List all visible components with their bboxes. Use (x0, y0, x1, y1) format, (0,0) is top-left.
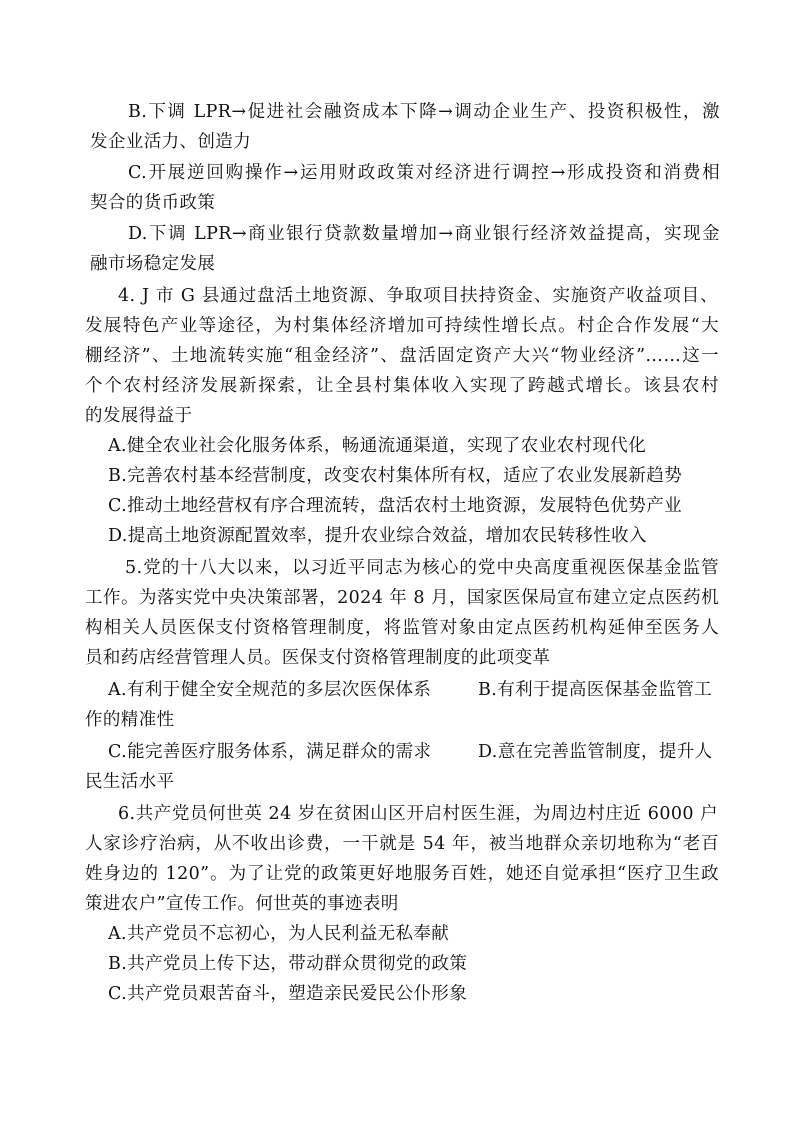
q3-option-b-line1: B.下调 LPR→促进社会融资成本下降→调动企业生产、投资积极性，激 (128, 102, 720, 122)
q5-stem-line4: 员和药店经营管理人员。医保支付资格管理制度的此项变革 (85, 648, 551, 668)
q4-stem-line1: 4. J 市 G 县通过盘活土地资源、争取项目扶持资金、实施资产收益项目、 (118, 286, 718, 306)
q5-option-d-part1: D.意在完善监管制度，提升人 (478, 742, 713, 762)
q5-stem-line2: 工作。为落实党中央决策部署，2024 年 8 月，国家医保局宣布建立定点医药机 (85, 588, 719, 608)
q6-stem-line2: 人家诊疗治病，从不收出诊费，一干就是 54 年，被当地群众亲切地称为“老百 (85, 834, 719, 854)
q3-option-d-line1: D.下调 LPR→商业银行贷款数量增加→商业银行经济效益提高，实现金 (128, 224, 720, 244)
q4-stem-line5: 的发展得益于 (85, 406, 193, 426)
q4-option-a: A.健全农业社会化服务体系，畅通流通渠道，实现了农业农村现代化 (108, 436, 647, 456)
q5-stem-line1: 5.党的十八大以来，以习近平同志为核心的党中央高度重视医保基金监管 (125, 558, 719, 578)
q3-option-c-line1: C.开展逆回购操作→运用财政政策对经济进行调控→形成投资和消费相 (128, 163, 720, 183)
q3-option-d-line2: 融市场稳定发展 (90, 254, 216, 274)
q5-option-a: A.有利于健全安全规范的多层次医保体系 (108, 680, 432, 700)
q5-option-d-part2: 民生活水平 (85, 772, 175, 792)
q4-option-c: C.推动土地经营权有序合理流转，盘活农村土地资源，发展特色优势产业 (108, 496, 683, 516)
q5-option-b-part2: 作的精准性 (85, 710, 175, 730)
q6-option-a: A.共产党员不忘初心，为人民利益无私奉献 (108, 924, 450, 944)
q4-stem-line2: 发展特色产业等途径，为村集体经济增加可持续性增长点。村企合作发展“大 (85, 316, 719, 336)
q4-option-b: B.完善农村基本经营制度，改变农村集体所有权，适应了农业发展新趋势 (108, 466, 683, 486)
q5-option-c: C.能完善医疗服务体系，满足群众的需求 (108, 742, 432, 762)
q6-stem-line3: 姓身边的 120”。为了让党的政策更好地服务百姓，她还自觉承担“医疗卫生政 (85, 864, 719, 884)
q6-option-b: B.共产党员上传下达，带动群众贯彻党的政策 (108, 954, 468, 974)
q5-stem-line3: 构相关人员医保支付资格管理制度，将监管对象由定点医药机构延伸至医务人 (85, 618, 719, 638)
q6-stem-line1: 6.共产党员何世英 24 岁在贫困山区开启村医生涯，为周边村庄近 6000 户 (118, 804, 718, 824)
q4-stem-line4: 个个农村经济发展新探索，让全县村集体收入实现了跨越式增长。该县农村 (85, 376, 719, 396)
q3-option-b-line2: 发企业活力、创造力 (90, 132, 252, 152)
q3-option-c-line2: 契合的货币政策 (90, 193, 216, 213)
q4-stem-line3: 棚经济”、土地流转实施“租金经济”、盘活固定资产大兴“物业经济”……这一 (85, 346, 719, 366)
q6-option-c: C.共产党员艰苦奋斗，塑造亲民爱民公仆形象 (108, 984, 468, 1004)
q6-stem-line4: 策进农户”宣传工作。何世英的事迹表明 (85, 894, 399, 914)
q4-option-d: D.提高土地资源配置效率，提升农业综合效益，增加农民转移性收入 (108, 526, 647, 546)
q5-option-b-part1: B.有利于提高医保基金监管工 (478, 680, 713, 700)
